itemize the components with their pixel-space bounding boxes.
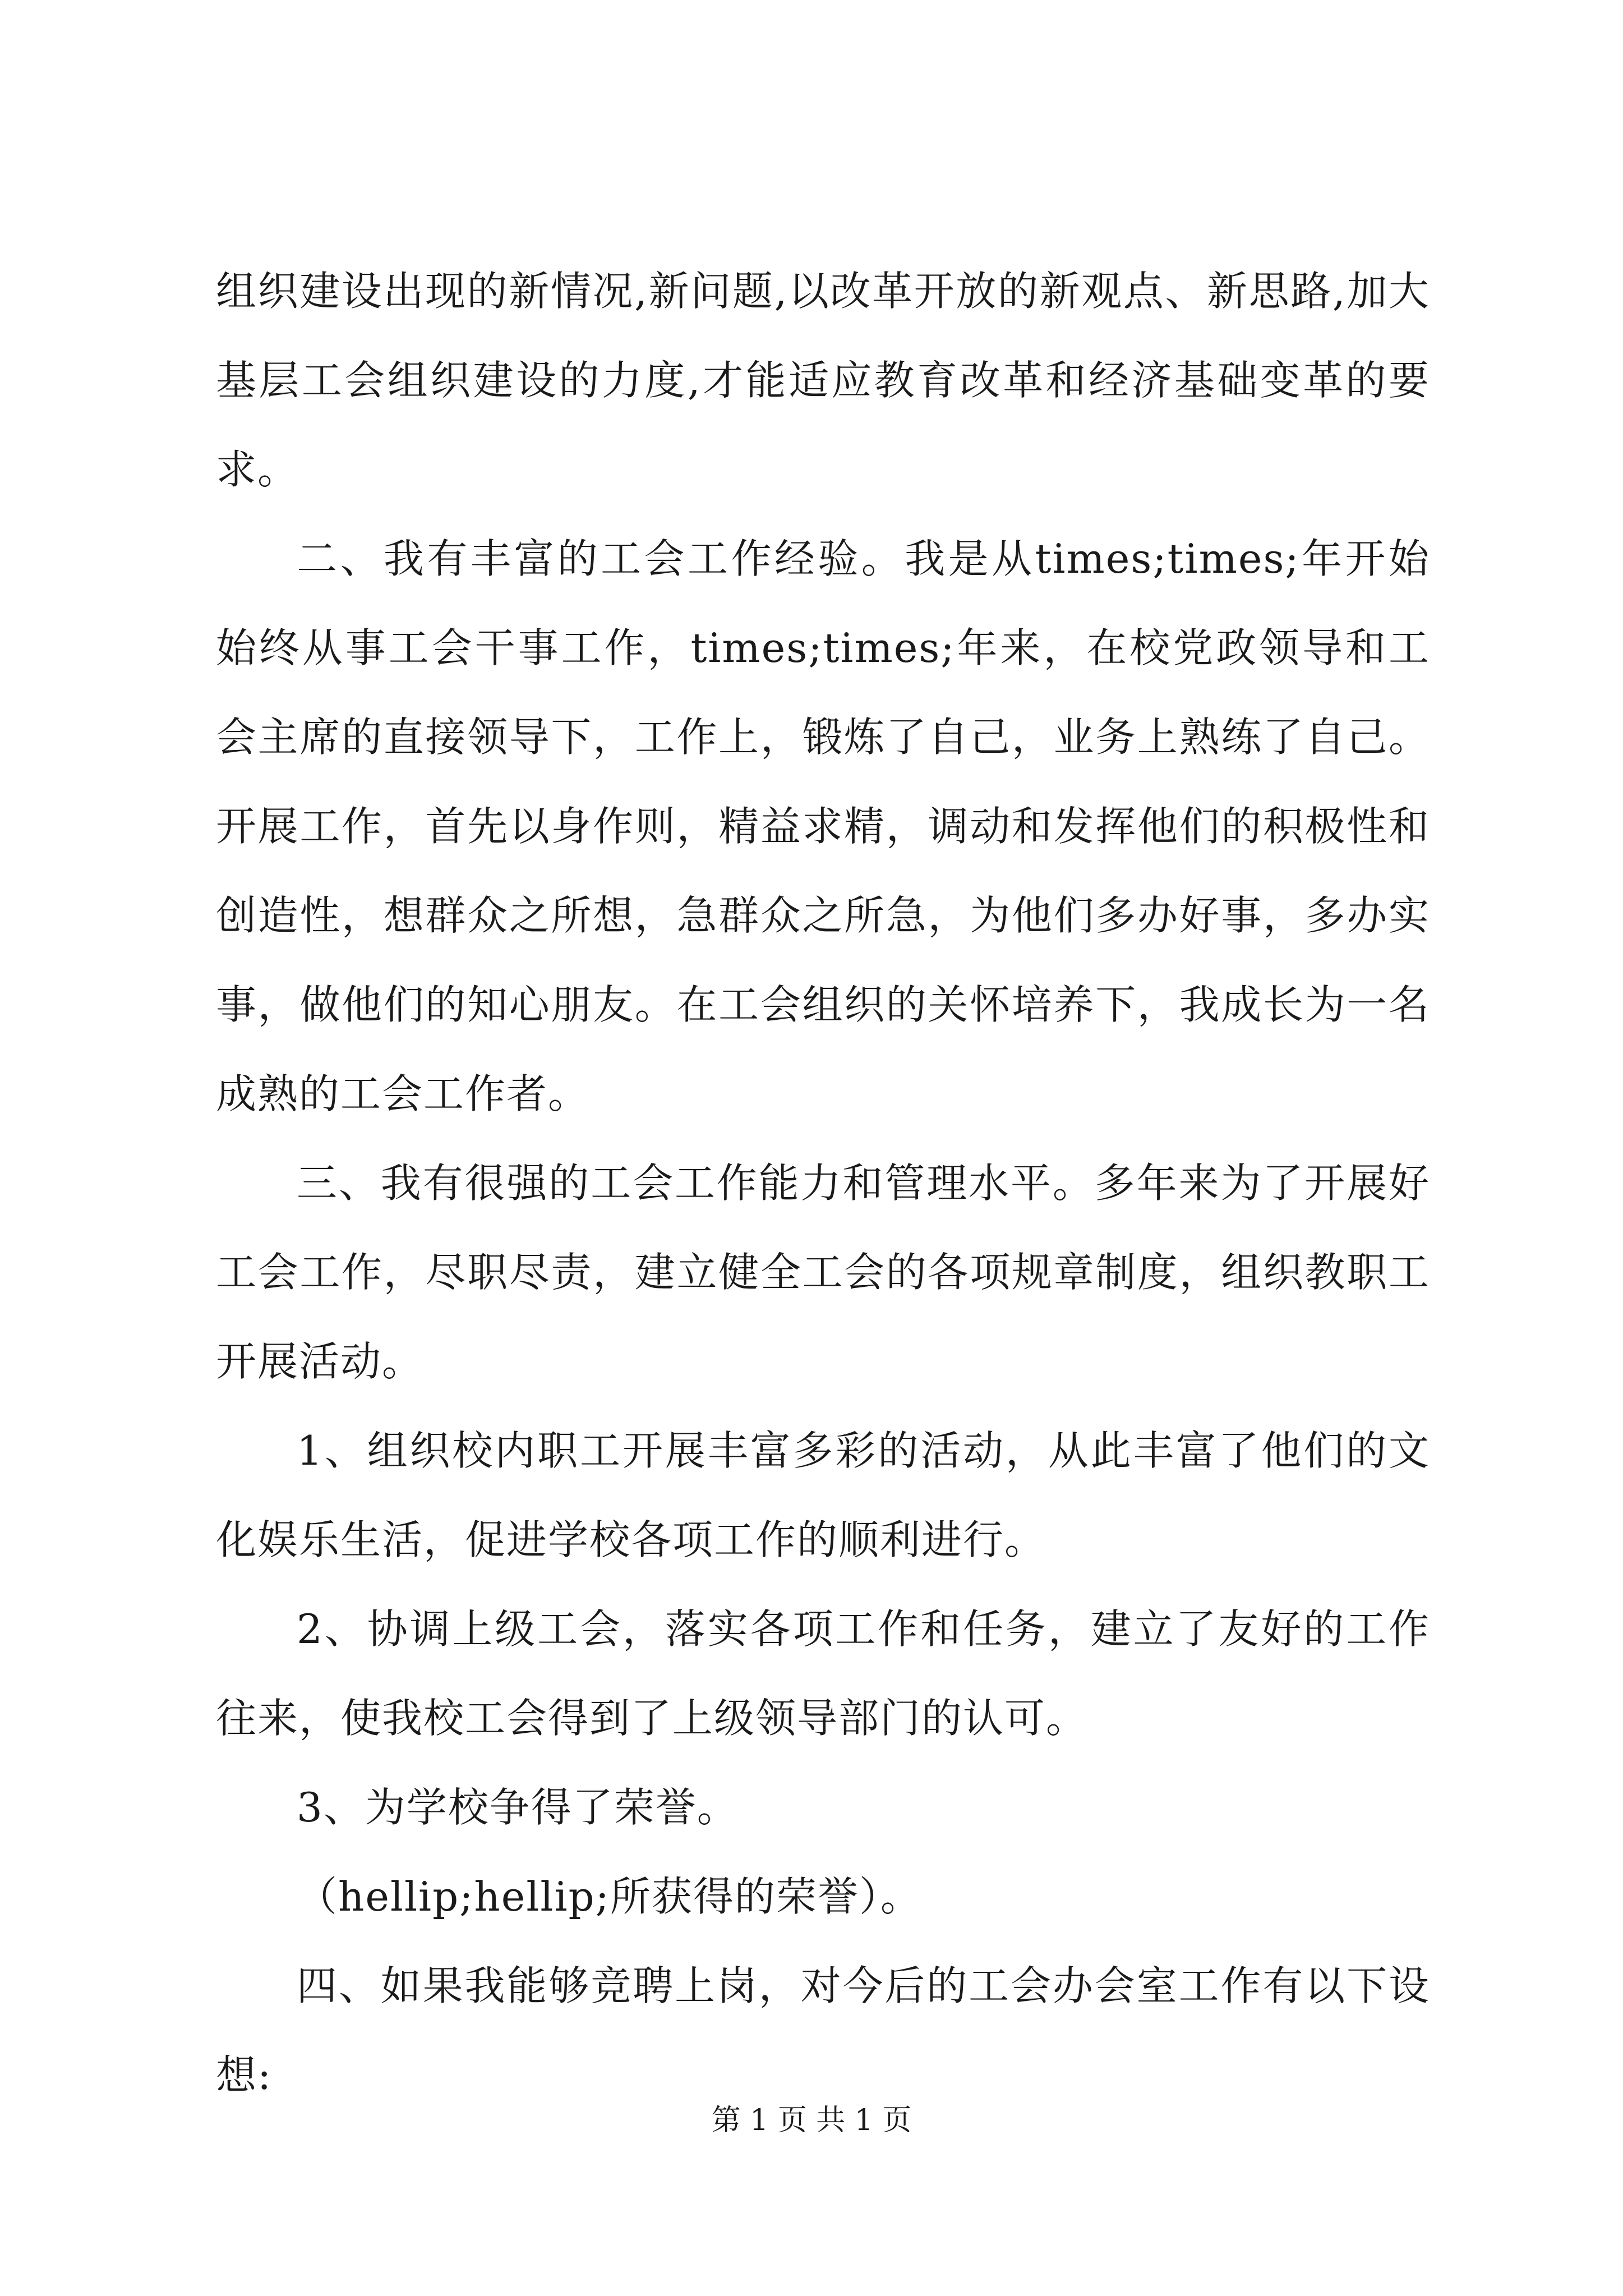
paragraph-5: 2、协调上级工会，落实各项工作和任务，建立了友好的工作往来，使我校工会得到了上级领导部门的认可。 — [216, 1605, 1430, 1742]
paragraph-4: 1、组织校内职工开展丰富多彩的活动，从此丰富了他们的文化娱乐生活，促进学校各项工作的顺利进行。 — [216, 1427, 1430, 1563]
paragraph-7: （hellip;hellip;所获得的荣誉）。 — [297, 1873, 922, 1920]
paragraph-6: 3、为学校争得了荣誉。 — [297, 1784, 739, 1831]
paragraph-8: 四、如果我能够竞聘上岗，对今后的工会办会室工作有以下设想: — [216, 1962, 1430, 2099]
paragraph-2: 二、我有丰富的工会工作经验。我是从times;times;年开始始终从事工会干事工作，times;times;年来，在校党政领导和工会主席的直接领导下，工作上，锻炼了自己，业务上熟练了自己。开展工作，首先以身作则，精益求精，调动和发挥他们的积极性和创造性，想群众之所想，急群众之所急，为他们多办好事，多办实事，做他们的知心朋友。在工会组织的关怀培养下，我成长为一名成熟的工会工作者。 — [216, 535, 1430, 1117]
page-number-footer: 第 1 页 共 1 页 — [711, 2104, 912, 2137]
paragraph-1: 组织建设出现的新情况,新问题,以改革开放的新观点、新思路,加大基层工会组织建设的力度,才能适应教育改革和经济基础变革的要求。 — [216, 268, 1430, 493]
document-body — [216, 247, 1430, 2120]
paragraph-3: 三、我有很强的工会工作能力和管理水平。多年来为了开展好工会工作，尽职尽责，建立健全工会的各项规章制度，组织教职工开展活动。 — [216, 1159, 1430, 1385]
